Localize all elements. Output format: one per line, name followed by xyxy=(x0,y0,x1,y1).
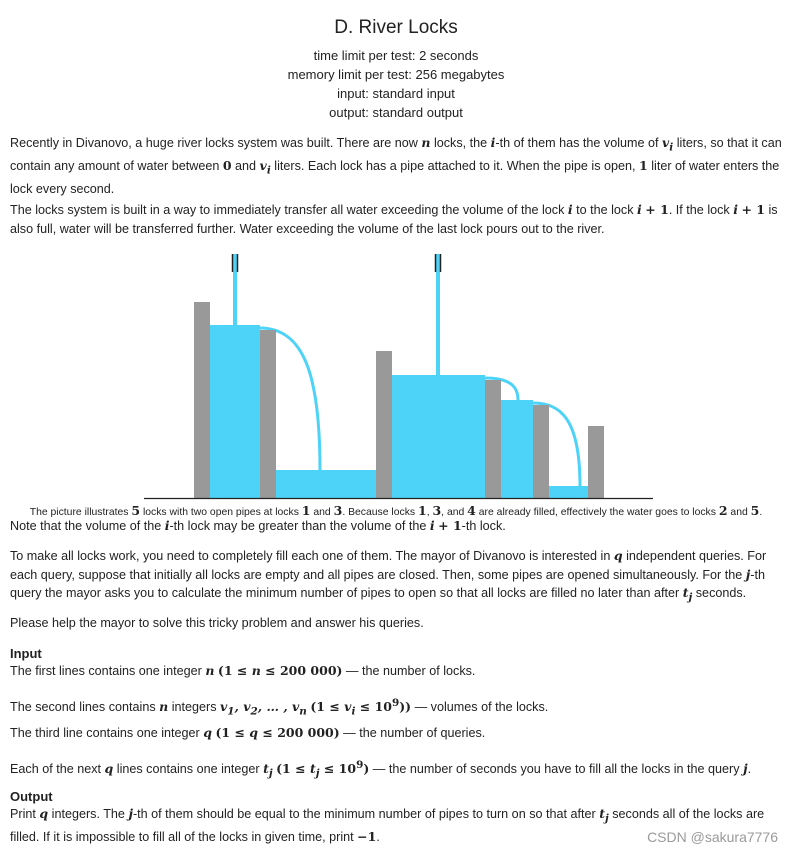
water-lock-1 xyxy=(210,325,260,498)
figure-caption: The picture illustrates 5 locks with two open pipes at locks 1 and 3. Because locks 1, 3, and 4 are already filled, effectively the water goes to locks 2 and 5. xyxy=(29,503,763,518)
wall-1 xyxy=(194,302,210,498)
water-lock-5 xyxy=(549,486,588,498)
wall-5 xyxy=(533,405,549,498)
legend-paragraph-5: Please help the mayor to solve this tricky problem and answer his queries. xyxy=(10,616,424,630)
output-section-title: Output xyxy=(10,789,53,804)
memory-limit: memory limit per test: 256 megabytes xyxy=(287,67,505,82)
input-line-2: The second lines contains n integers $v_1$, $v_2$, … , $v_n$ $(1 \le v_i \le 10^9)$) — volumes of the locks. xyxy=(10,697,549,718)
wall-4 xyxy=(485,380,501,498)
watermark-label: CSDN @sakura7776 xyxy=(647,829,778,845)
pipe-lock-1-water xyxy=(233,254,237,325)
water-lock-2 xyxy=(276,470,376,498)
input-file: input: standard input xyxy=(337,86,455,101)
input-line-4: Each of the next q lines contains one integer $t_j$ $(1 \le t_j \le 10^9)$ — the number of seconds you have to fill all the locks in the query j. xyxy=(10,759,752,780)
legend-paragraph-4: To make all locks work, you need to completely fill each one of them. The mayor of Divanovo is interested in q independent queries. For each query, suppose that initially all locks are empty and all pipes are closed. Then, some pipes are opened simultaneously. For the j-th query the mayor asks you to calculate the minimum number of pipes to open so that all locks are filled no later than after $t_j$ seconds. xyxy=(10,548,767,604)
problem-title: D. River Locks xyxy=(334,17,458,38)
legend-paragraph-1: Recently in Divanovo, a huge river locks system was built. There are now n locks, the i-th of them has the volume of $v_i$ liters, so that it can contain any amount of water between 0 and $v_i$ liters. Each lock has a pipe attached to it. When the pipe is open, 1 liter of water enters the lock every second. xyxy=(10,135,782,196)
legend-paragraph-2: The locks system is built in a way to immediately transfer all water exceeding the volume of the lock i to the lock i + 1. If the lock i + 1 is also full, water will be transferred further. Water exceeding the volume of the last lock pours out to the river. xyxy=(10,202,778,236)
water-lock-4 xyxy=(501,400,533,498)
wall-3 xyxy=(376,351,392,498)
input-line-3: The third line contains one integer q (1 ≤ q ≤ 200 000) — the number of queries. xyxy=(10,725,486,740)
output-paragraph: Print q integers. The j-th of them should be equal to the minimum number of pipes to turn on so that after $t_j$ seconds all of the locks are filled. If it is impossible to fill all of the locks in given time, print −1. xyxy=(10,806,765,844)
pipe-lock-3-water xyxy=(436,254,440,375)
input-line-1: The first lines contains one integer n (1 ≤ n ≤ 200 000) — the number of locks. xyxy=(10,663,476,678)
locks-illustration xyxy=(140,248,660,504)
time-limit: time limit per test: 2 seconds xyxy=(313,48,479,63)
wall-2 xyxy=(260,330,276,498)
output-file: output: standard output xyxy=(329,105,463,120)
legend-paragraph-3: Note that the volume of the i-th lock may be greater than the volume of the i + 1-th lock. xyxy=(10,518,506,533)
water-lock-3 xyxy=(392,375,485,498)
input-section-title: Input xyxy=(10,646,42,661)
wall-6 xyxy=(588,426,604,498)
